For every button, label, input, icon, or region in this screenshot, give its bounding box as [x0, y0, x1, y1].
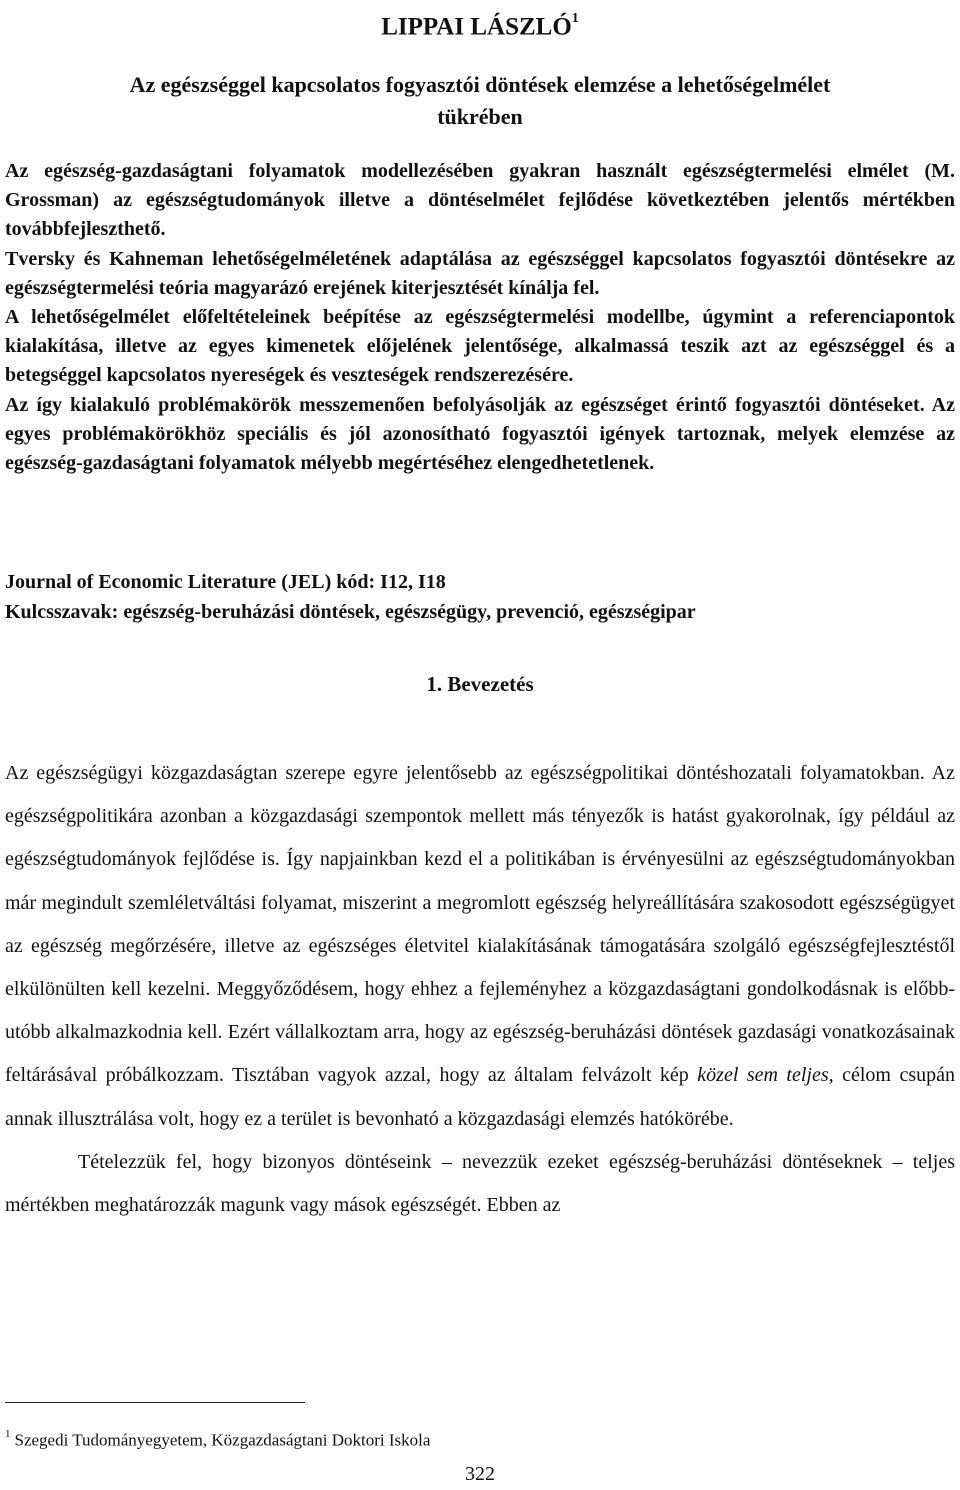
- paper-title: [5, 69, 955, 133]
- page-number: 322: [465, 1463, 495, 1485]
- author-footnote-mark: 1: [571, 11, 579, 26]
- body-text-emphasis: közel sem teljes: [697, 1064, 829, 1087]
- keywords: Kulcsszavak: egészség-beruházási döntések, egészségügy, prevenció, egészségipar: [5, 601, 696, 623]
- paper-title-line: Az egészséggel kapcsolatos fogyasztói döntések elemzése a lehetőségelmélet: [129, 72, 831, 97]
- abstract-paragraph: Az így kialakuló problémakörök messzemenően befolyásolják az egészséget érintő fogyasztói döntéseket. Az egyes problémakörökhöz speciális és jól azonosítható fogyasztói igények tartoznak, melyek elemzése az egészség-gazdaságtani folyamatok mélyebb megértéséhez elengedhetetlenek.: [5, 393, 955, 475]
- footnote: [5, 1424, 955, 1453]
- body-paragraph: Tételezzük fel, hogy bizonyos döntéseink – nevezzük ezeket egészség-beruházási döntéseknek – teljes mértékben meghatározzák magunk vagy mások egészségét. Ebben az: [5, 1150, 955, 1217]
- abstract-paragraph: Az egészség-gazdaságtani folyamatok modellezésében gyakran használt egészségtermelési elmélet (M. Grossman) az egészségtudományok illetve a döntéselmélet fejlődése következtében jelentős mértékben továbbfejleszthető.: [5, 160, 955, 241]
- author-name-text: LIPPAI LÁSZLÓ: [381, 13, 572, 41]
- body-text-run: , célom csupán annak illusztrálása volt, hogy ez a terület is bevonható a közgazdasági elemzés hatókörébe.: [5, 1064, 955, 1130]
- body-text: [5, 752, 955, 1227]
- body-text-run: Az egészségügyi közgazdaságtan szerepe egyre jelentősebb az egészségpolitikai döntéshozatali folyamatokban. Az egészségpolitikára azonban a közgazdasági szempontok mellett más tényezők is hatást gyakorolnak, így például az egészségtudományok fejlődése is. Így napjainkban kezd el a politikában is érvényesülni az egészségtudományokban már megindult szemléletváltási folyamat, miszerint a megromlott egészség helyreállítására szakosodott egészségügyet az egészség megőrzésére, illetve az egészséges életvitel kialakításának támogatására szolgáló egészségfejlesztéstől elkülönülten kell kezelni. Meggyőződésem, hogy ehhez a fejleményhez a közgazdaságtani gondolkodásnak is előbb-utóbb alkalmazkodnia kell. Ezért vállalkoztam arra, hogy az egészség-beruházási döntések gazdasági vonatkozásainak feltárásával próbálkozzam. Tisztában vagyok azzal, hogy az általam felvázolt kép: [5, 762, 955, 1087]
- section-heading: 1. Bevezetés: [426, 672, 534, 696]
- body-paragraph: [5, 752, 955, 1141]
- paper-title-line: tükrében: [437, 104, 523, 129]
- abstract-paragraph: Tversky és Kahneman lehetőségelméletének adaptálása az egészséggel kapcsolatos fogyasztói döntésekre az egészségtermelési teória magyarázó erejének kiterjesztését kínálja fel.: [5, 247, 955, 299]
- author-name: [5, 8, 955, 41]
- footnote-mark: 1: [5, 1428, 11, 1440]
- footnote-text: Szegedi Tudományegyetem, Közgazdaságtani Doktori Iskola: [14, 1430, 431, 1450]
- footnote-divider: [5, 1402, 305, 1403]
- abstract: [5, 157, 955, 478]
- abstract-paragraph: A lehetőségelmélet előfeltételeinek beépítése az egészségtermelési modellbe, úgymint a referenciapontok kialakítása, illetve az egyes kimenetek előjelének jelentősége, alkalmassá teszik azt az egészséggel és a betegséggel kapcsolatos nyereségek és veszteségek rendszerezésére.: [5, 306, 955, 387]
- jel-classification: Journal of Economic Literature (JEL) kód: I12, I18: [5, 571, 446, 593]
